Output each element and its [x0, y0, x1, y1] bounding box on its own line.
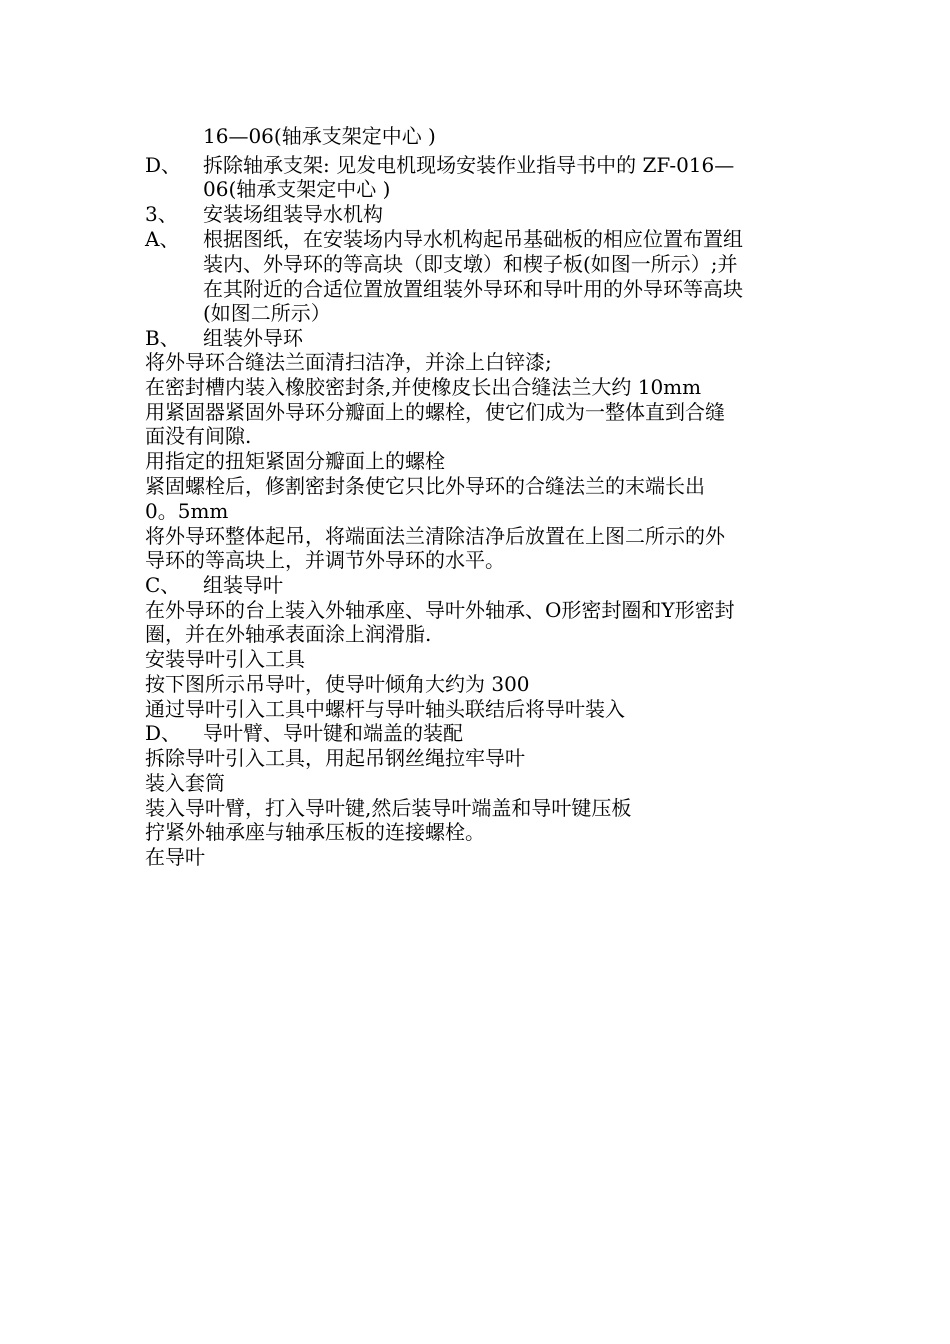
text-line: 在导叶 [145, 845, 205, 869]
text-line: 安装导叶引入工具 [145, 647, 305, 671]
text-line: 将外导环合缝法兰面清扫洁净，并涂上白锌漆; [145, 350, 552, 374]
section-heading: 组装外导环 [203, 326, 303, 350]
list-marker: A、 [145, 227, 180, 251]
text-line: 16—06(轴承支架定中心 ) [203, 124, 436, 148]
text-line: 装入套筒 [145, 771, 225, 795]
text-line: 装内、外导环的等高块（即支墩）和楔子板(如图一所示）;并 [203, 252, 738, 276]
text-line: 圈，并在外轴承表面涂上润滑脂. [145, 622, 432, 646]
text-line: 拆除导叶引入工具，用起吊钢丝绳拉牢导叶 [145, 746, 525, 770]
section-heading: 安装场组装导水机构 [203, 202, 383, 226]
text-line: 0。5mm [145, 499, 229, 523]
list-marker: C、 [145, 573, 181, 597]
text-line: 根据图纸，在安装场内导水机构起吊基础板的相应位置布置组 [203, 227, 743, 251]
text-line: 导环的等高块上，并调节外导环的水平。 [145, 548, 505, 572]
text-line: 面没有间隙. [145, 424, 252, 448]
text-line: 在其附近的合适位置放置组装外导环和导叶用的外导环等高块 [203, 277, 743, 301]
text-line: 将外导环整体起吊，将端面法兰清除洁净后放置在上图二所示的外 [145, 524, 725, 548]
section-heading: 导叶臂、导叶键和端盖的装配 [203, 721, 463, 745]
text-line: 按下图所示吊导叶，使导叶倾角大约为 300 [145, 672, 530, 696]
text-line: 装入导叶臂，打入导叶键,然后装导叶端盖和导叶键压板 [145, 796, 632, 820]
text-line: 紧固螺栓后，修割密封条使它只比外导环的合缝法兰的末端长出 [145, 474, 705, 498]
text-line: 用指定的扭矩紧固分瓣面上的螺栓 [145, 449, 445, 473]
text-line: 在密封槽内装入橡胶密封条,并使橡皮长出合缝法兰大约 10mm [145, 375, 702, 399]
list-marker: D、 [145, 153, 182, 177]
section-heading: 组装导叶 [203, 573, 283, 597]
text-line: 通过导叶引入工具中螺杆与导叶轴头联结后将导叶装入 [145, 697, 625, 721]
text-line: (如图二所示） [203, 301, 331, 325]
text-line: 在外导环的台上装入外轴承座、导叶外轴承、O形密封圈和Y形密封 [145, 598, 735, 622]
list-marker: D、 [145, 721, 182, 745]
list-marker: B、 [145, 326, 180, 350]
text-line: 拆除轴承支架: 见发电机现场安装作业指导书中的 ZF-016— [203, 153, 735, 177]
text-line: 拧紧外轴承座与轴承压板的连接螺栓。 [145, 820, 485, 844]
list-marker: 3、 [145, 202, 178, 226]
text-line: 用紧固器紧固外导环分瓣面上的螺栓，使它们成为一整体直到合缝 [145, 400, 725, 424]
text-line: 06(轴承支架定中心 ) [203, 177, 391, 201]
